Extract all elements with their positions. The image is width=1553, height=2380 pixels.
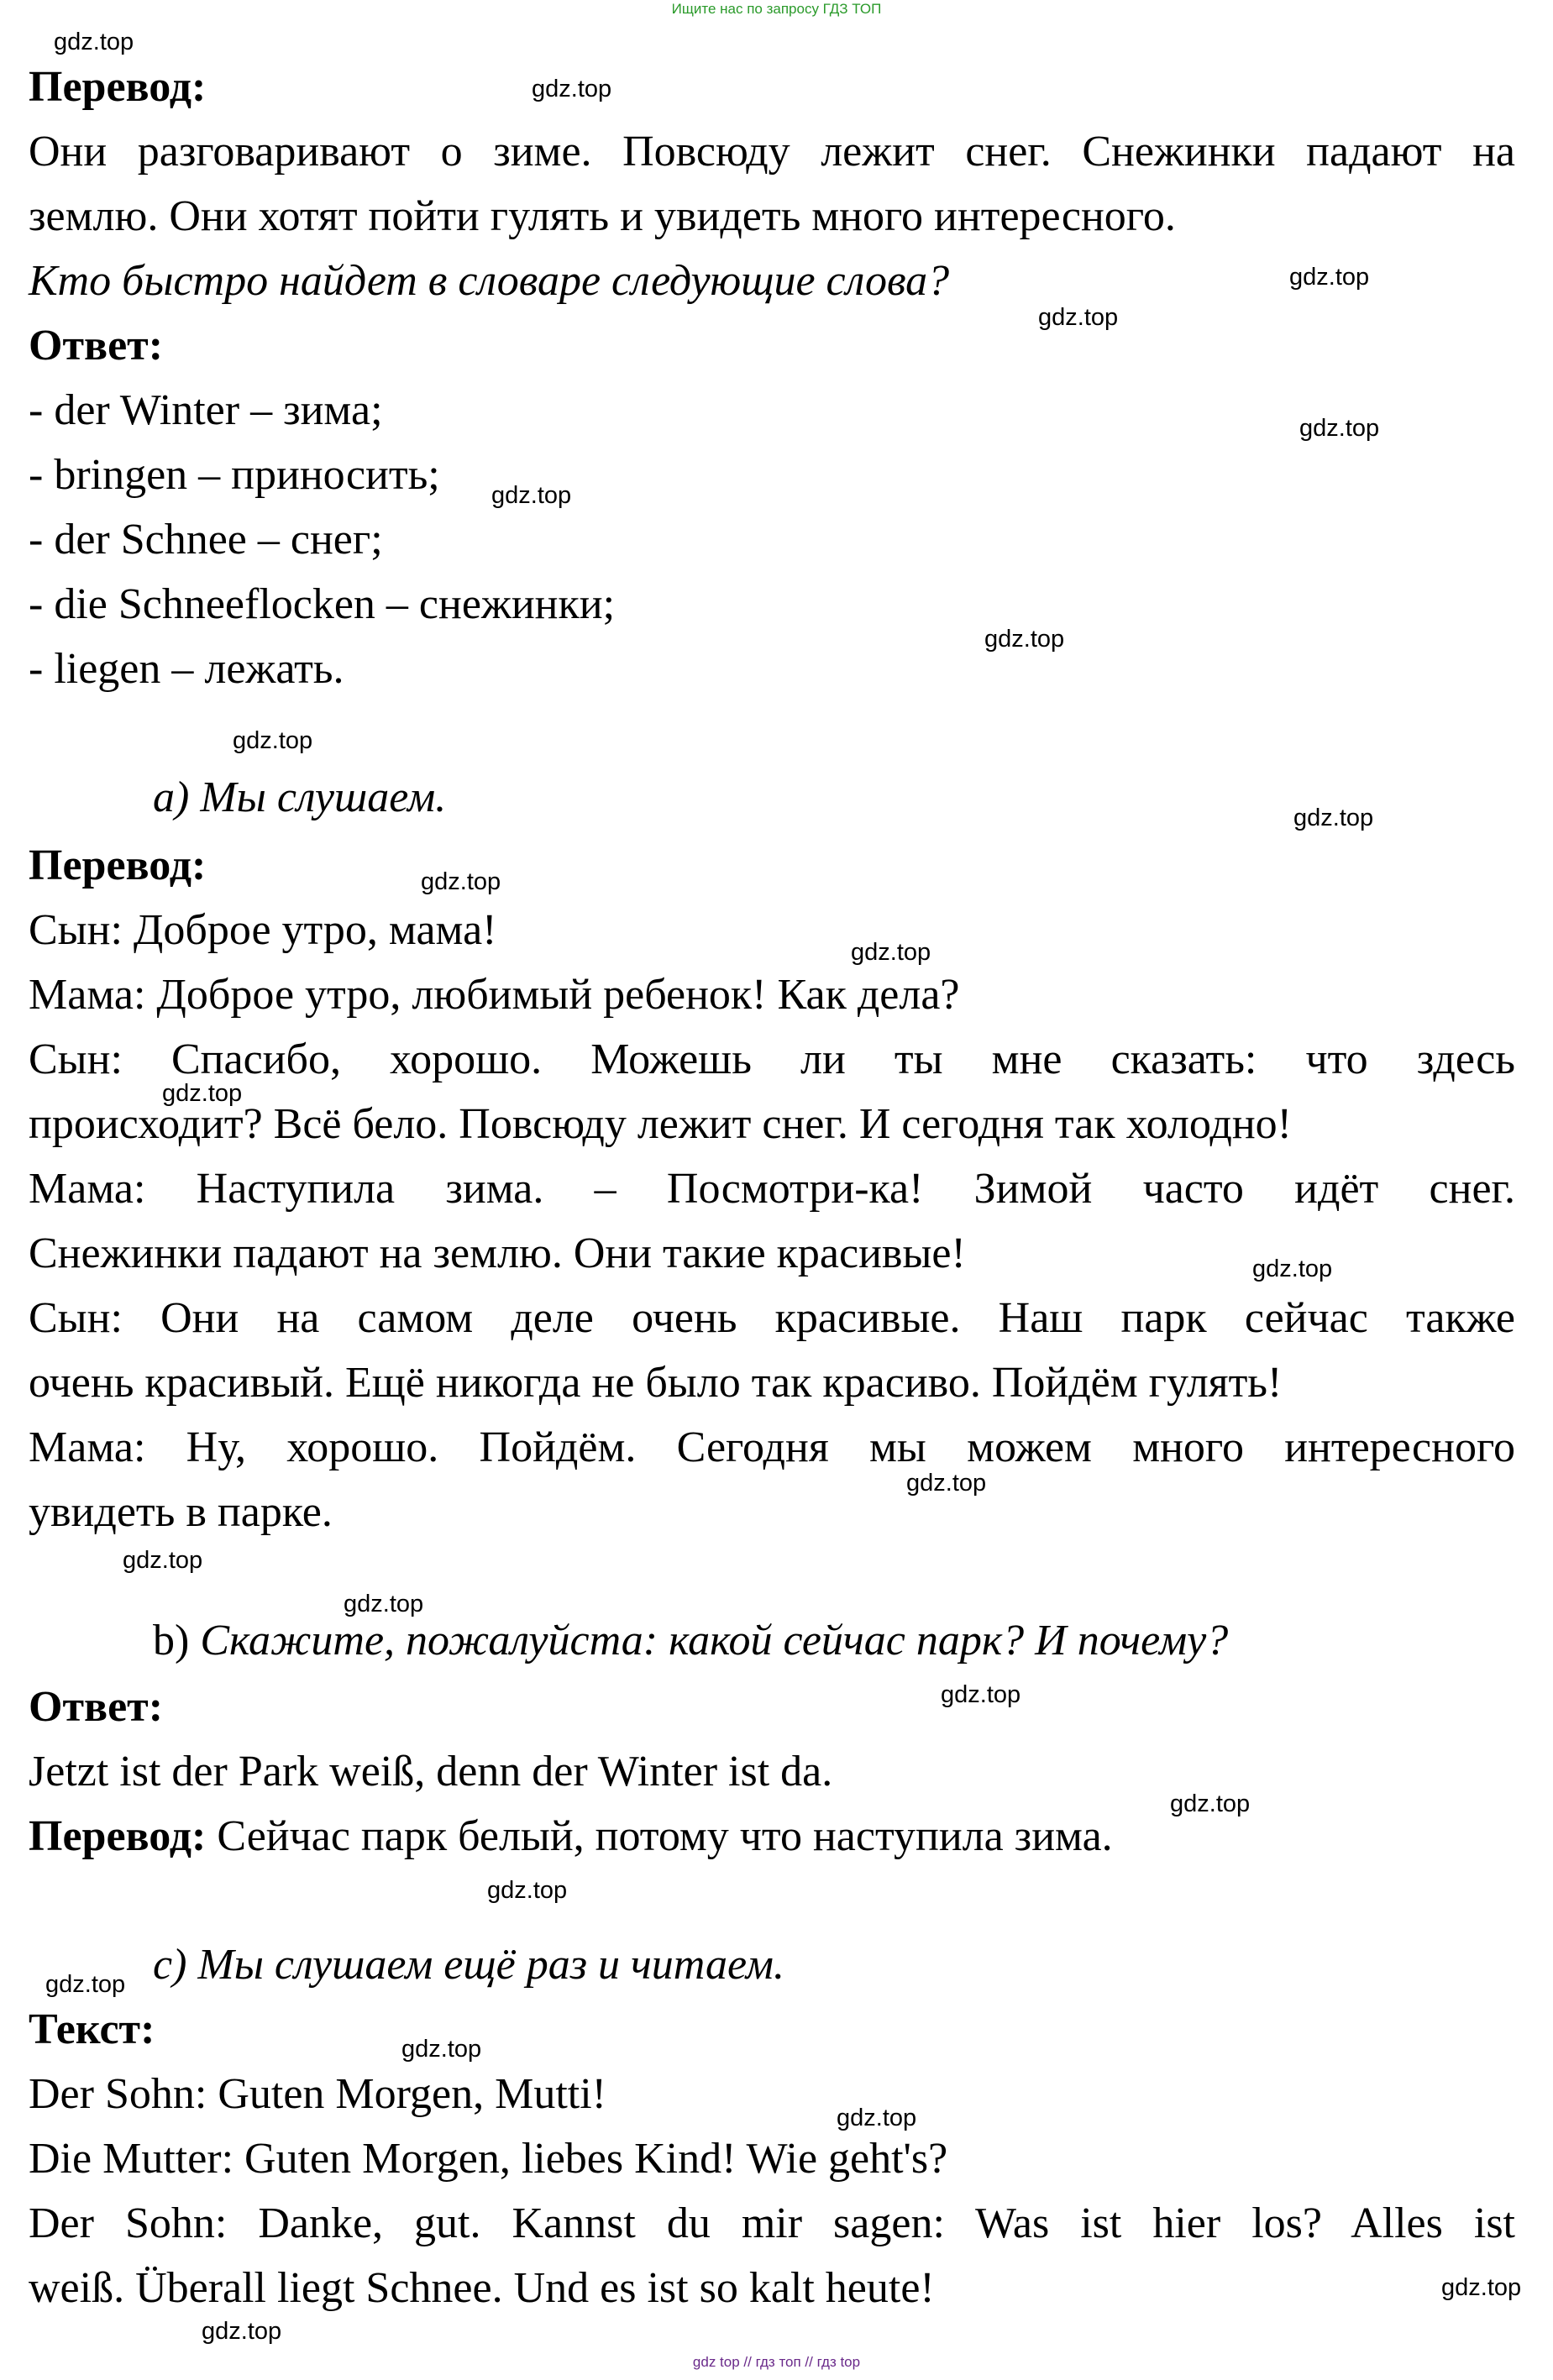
section-a-heading: Перевод: <box>29 841 207 889</box>
section-b-translation-text: Сейчас парк белый, потому что наступила зима. <box>206 1812 1113 1860</box>
watermark: gdz.top <box>45 1971 126 1998</box>
watermark: gdz.top <box>941 1681 1021 1708</box>
section-b-label: b) <box>153 1617 201 1664</box>
watermark: gdz.top <box>1252 1256 1333 1282</box>
watermark: gdz.top <box>837 2105 917 2131</box>
dialogue-line: Сын: Спасибо, хорошо. Можешь ли ты мне сказать: что здесь <box>29 1035 1515 1083</box>
dialogue-line: Мама: Доброе утро, любимый ребенок! Как дела? <box>29 971 960 1019</box>
watermark: gdz.top <box>851 939 931 966</box>
watermark: gdz.top <box>487 1877 568 1904</box>
dialogue-line: Снежинки падают на землю. Они такие красивые! <box>29 1229 966 1277</box>
word-item: - der Winter – зима; <box>29 386 383 434</box>
text-line: Der Sohn: Danke, gut. Kannst du mir sagen: Was ist hier los? Alles ist <box>29 2199 1515 2247</box>
bottom-banner: gdz top // гдз топ // гдз top <box>692 2354 861 2370</box>
section1-heading: Перевод: <box>29 63 207 111</box>
dialogue-line: очень красивый. Ещё никогда не было так красиво. Пойдём гулять! <box>29 1359 1283 1407</box>
dialogue-line: Сын: Они на самом деле очень красивые. Наш парк сейчас также <box>29 1294 1515 1342</box>
section-b-translation-label: Перевод: <box>29 1812 207 1860</box>
watermark: gdz.top <box>1293 805 1374 831</box>
watermark: gdz.top <box>1170 1790 1251 1817</box>
watermark: gdz.top <box>344 1591 424 1617</box>
section-c-task: с) Мы слушаем ещё раз и читаем. <box>153 1941 784 1989</box>
section-b-question: Скажите, пожалуйста: какой сейчас парк? И почему? <box>200 1617 1229 1664</box>
watermark: gdz.top <box>54 29 134 55</box>
watermark: gdz.top <box>123 1547 203 1574</box>
section1-para-line1: Они разговаривают о зиме. Повсюду лежит снег. Снежинки падают на <box>29 128 1515 176</box>
watermark: gdz.top <box>906 1470 987 1497</box>
text-line: weiß. Überall liegt Schnee. Und es ist so kalt heute! <box>29 2264 935 2312</box>
section-b-answer: Jetzt ist der Park weiß, denn der Winter ist da. <box>29 1748 833 1795</box>
dialogue-line: Сын: Доброе утро, мама! <box>29 906 497 954</box>
word-item: - die Schneeflocken – снежинки; <box>29 580 616 628</box>
watermark: gdz.top <box>162 1080 243 1107</box>
watermark: gdz.top <box>1289 264 1370 291</box>
word-item: - bringen – приносить; <box>29 451 440 499</box>
section1-task: Кто быстро найдет в словаре следующие слова? <box>29 257 950 305</box>
dialogue-line: Мама: Наступила зима. – Посмотри-ка! Зимой часто идёт снег. <box>29 1165 1515 1213</box>
watermark: gdz.top <box>1441 2274 1522 2301</box>
top-banner: Ищите нас по запросу ГДЗ ТОП <box>671 1 882 17</box>
word-item: - liegen – лежать. <box>29 645 344 693</box>
section1-para-line2: землю. Они хотят пойти гулять и увидеть много интересного. <box>29 192 1176 240</box>
dialogue-line: происходит? Всё бело. Повсюду лежит снег. И сегодня так холодно! <box>29 1100 1292 1148</box>
section1-answer-heading: Ответ: <box>29 322 164 370</box>
watermark: gdz.top <box>984 626 1065 653</box>
section-b-task <box>153 1616 1497 1666</box>
watermark: gdz.top <box>421 868 501 895</box>
watermark: gdz.top <box>401 2036 482 2063</box>
section-a-task: а) Мы слушаем. <box>153 773 447 821</box>
watermark: gdz.top <box>202 2318 282 2345</box>
watermark: gdz.top <box>532 76 612 102</box>
watermark: gdz.top <box>233 727 313 754</box>
section-c-heading: Текст: <box>29 2005 155 2053</box>
section-b-translation <box>29 1811 1515 1862</box>
watermark: gdz.top <box>1038 304 1119 331</box>
dialogue-line: увидеть в парке. <box>29 1488 333 1536</box>
watermark: gdz.top <box>491 482 572 509</box>
dialogue-line: Мама: Ну, хорошо. Пойдём. Сегодня мы можем много интересного <box>29 1423 1515 1471</box>
word-item: - der Schnee – снег; <box>29 516 383 564</box>
section-b-answer-heading: Ответ: <box>29 1683 164 1731</box>
watermark: gdz.top <box>1299 415 1380 442</box>
text-line: Der Sohn: Guten Morgen, Mutti! <box>29 2070 606 2118</box>
text-line: Die Mutter: Guten Morgen, liebes Kind! Wie geht's? <box>29 2135 948 2183</box>
